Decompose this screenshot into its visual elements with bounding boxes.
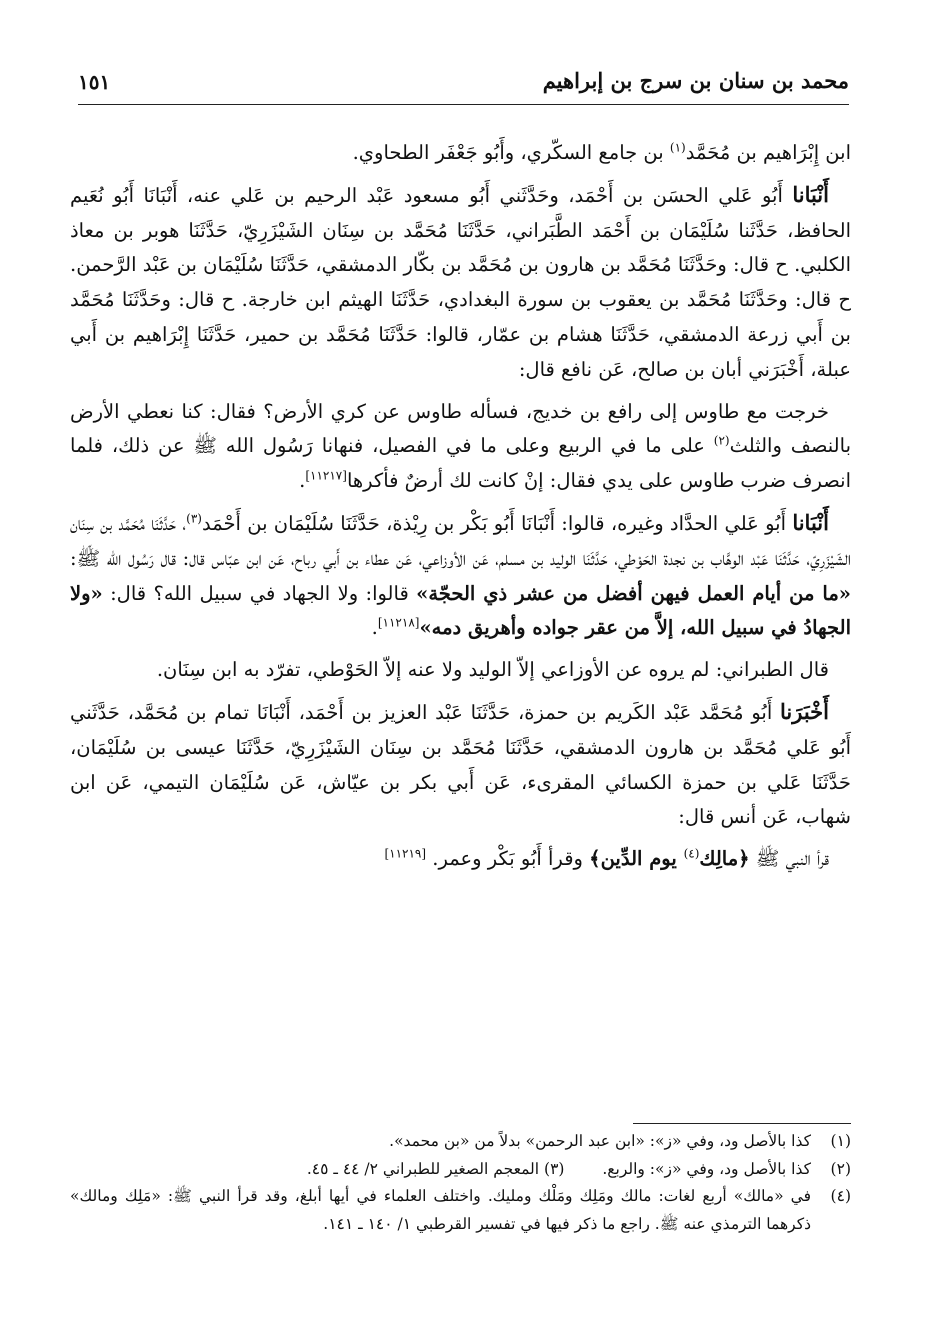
main-text	[70, 136, 851, 884]
footnote-number: (٣)	[544, 1159, 565, 1178]
paragraph-1	[70, 136, 851, 171]
footnote-text: في «مالك» أربع لغات: مالك ومَلِك ومَلْك ومليك. واختلف العلماء في أيها أبلغ، وقد قرأ النبي ﷺ: «مَلِك ومالك» ذكرهما الترمذي عنه ﷺ. راجع ما ذكر فيها في تفسير القرطبي ١/ ١٤٠ ـ ١٤١.	[70, 1187, 811, 1233]
hadith-text: «ما من أيام العمل فيهن أفضل من عشر ذي الحجّة»	[416, 581, 851, 605]
footnote-2-3	[70, 1156, 851, 1184]
isnad-lead-word: أَنْبَانا	[792, 181, 829, 207]
hadith-text: «ولا الجهادُ في سبيل الله، إلاَّ من عقر جواده وأهريق دمه»	[70, 581, 851, 640]
text-run: خرجت مع طاوس إلى رافع بن خديج، فسأله طاوس عن كري الأرض؟ فقال: كنا نعطي الأرض بالنصف والثلث	[70, 399, 851, 458]
running-header	[78, 68, 849, 108]
text-run: .	[299, 469, 306, 493]
footnote-marker[interactable]: (٤)	[683, 846, 700, 861]
text-run: وقرأ أَبُو بَكْر وعمر.	[432, 847, 590, 871]
footnote-1	[70, 1128, 851, 1156]
text-run: ابن إِبْرَاهيم بن مُحَمَّد	[685, 141, 851, 164]
quran-text: ﴿مالِك	[699, 847, 750, 871]
footnote-marker[interactable]: (٢)	[713, 433, 730, 448]
text-run: قال الطبراني: لم يروه عن الأوزاعي إلاّ الوليد ولا عنه إلاّ الحَوْطي، تفرّد به ابن سِنَان.	[156, 658, 829, 682]
text-run: أَبُو مُحَمَّد عَبْد الكَريم بن حمزة، حَدَّثَنَا عَبْد العزيز بن أَحْمَد، أَنْبَانَا تمام بن مُحَمَّد، حَدَّثَني أَبُو عَلي مُحَمَّد بن هارون الدمشقي، حَدَّثَنَا مُحَمَّد بن سِنَان الشَيْزَرِيّ، حَدَّثَنَا عيسى بن سُلَيْمَان، حَدَّثَنَا عَلي بن حمزة الكسائي المقرىء، عَن أَبي بكر بن عيّاش، عَن سُلَيْمَان التيمي، عَن ابن شهاب، عَن أنس قال:	[70, 700, 851, 829]
text-run: ، حَدَّثَنَا مُحَمَّد بن سِنَان الشَيْزَرِيّ، حَدَّثَنَا عَبْد الوهَّاب بن نجدة الحَوْطي، حَدَّثَنَا الوليد بن مسلم، عَن الأوزاعي، عَن عطاء بن أَبي رباح، عَن ابن عبّاس قال: قال رَسُول الله ﷺ:	[70, 511, 851, 570]
footnote-marker[interactable]: (١)	[669, 140, 686, 155]
isnad-lead-word: أَخْبَرَنا	[780, 698, 829, 724]
text-run: أَبُو عَلي الحسَن بن أَحْمَد، وحَدَّثَني أَبُو مسعود عَبْد الرحيم بن عَلي عنه، أَنْبَانَا أَبُو نُعَيم الحافظ، حَدَّثَنا سُلَيْمَان بن أَحْمَد الطَّبَراني، حَدَّثَنَا مُحَمَّد بن سِنَان الشَيْزَرِيّ، حَدَّثَنَا هوبر بن معاذ الكلبي. ح قال: وحَدَّثَنَا مُحَمَّد بن هارون بن مُحَمَّد بن بكّار الدمشقي، حَدَّثَنَا سُلَيْمَان بن عَبْد الرَّحمن. ح قال: وحَدَّثَنَا مُحَمَّد بن يعقوب بن سورة البغدادي، حَدَّثَنَا الهيثم ابن خارجة. ح قال: وحَدَّثَنَا مُحَمَّد بن أَبي زرعة الدمشقي، حَدَّثَنَا هشام بن عمّار، قالوا: حَدَّثَنَا مُحَمَّد بن حمير، حَدَّثَنَا إِبْرَاهيم بن أَبي عبلة، أَخْبَرَني أبان بن صالح، عَن نافع قال:	[70, 183, 851, 381]
footnote-text: المعجم الصغير للطبراني ٢/ ٤٤ ـ ٤٥.	[306, 1159, 540, 1178]
footnote-number: (١)	[830, 1132, 851, 1150]
paragraph-3	[70, 395, 851, 499]
hadith-number: [١١٢١٧]	[305, 468, 347, 483]
header-divider	[78, 104, 849, 105]
footnote-number: (٤)	[830, 1187, 851, 1205]
paragraph-4	[70, 506, 851, 646]
paragraph-7	[70, 842, 851, 877]
paragraph-2	[70, 178, 851, 388]
text-run: على ما في الربيع وعلى ما في الفصيل، فنهانا رَسُول الله ﷺ عن ذلك، فلما انصرف ضرب طاوس على يدي فقال: إنْ كانت لك أرضٌ فأكرها	[70, 434, 851, 493]
header-title: محمد بن سنان بن سرج بن إبراهيم	[542, 68, 849, 93]
text-run: أَبُو عَلي الحدَّاد وغيره، قالوا: أَنْبَانَا أَبُو بَكْر بن رِيْذة، حَدَّثَنَا سُلَيْمَان بن أَحْمَد	[201, 511, 793, 535]
footnote-divider	[633, 1123, 851, 1124]
footnote-text-row	[70, 1156, 811, 1184]
footnotes	[70, 1128, 851, 1238]
text-run: قرأ النبي ﷺ	[749, 847, 829, 871]
page-number: ١٥١	[78, 70, 111, 94]
footnote-marker[interactable]: (٣)	[186, 511, 202, 526]
hadith-number: [١١٢١٨]	[377, 615, 420, 630]
footnote-text: كذا بالأصل ود، وفي «ز»: «ابن عبد الرحمن» بدلاً من «بن محمد».	[389, 1132, 811, 1150]
text-run: .	[371, 616, 378, 640]
footnote-number: (٢)	[830, 1159, 851, 1178]
footnote-4	[70, 1183, 851, 1238]
text-run: قالوا: ولا الجهاد في سبيل الله؟ قال:	[102, 581, 417, 605]
isnad-lead-word: أَنْبَانا	[792, 509, 829, 535]
hadith-number: [١١٢١٩]	[384, 846, 427, 861]
paragraph-6	[70, 695, 851, 835]
footnote-text: كذا بالأصل ود، وفي «ز»: والربع.	[602, 1159, 811, 1178]
text-run: بن جامع السكّري، وأَبُو جَعْفَر الطحاوي.	[352, 141, 670, 164]
paragraph-5	[70, 653, 851, 688]
quran-text: يوم الدِّين﴾	[589, 847, 684, 871]
